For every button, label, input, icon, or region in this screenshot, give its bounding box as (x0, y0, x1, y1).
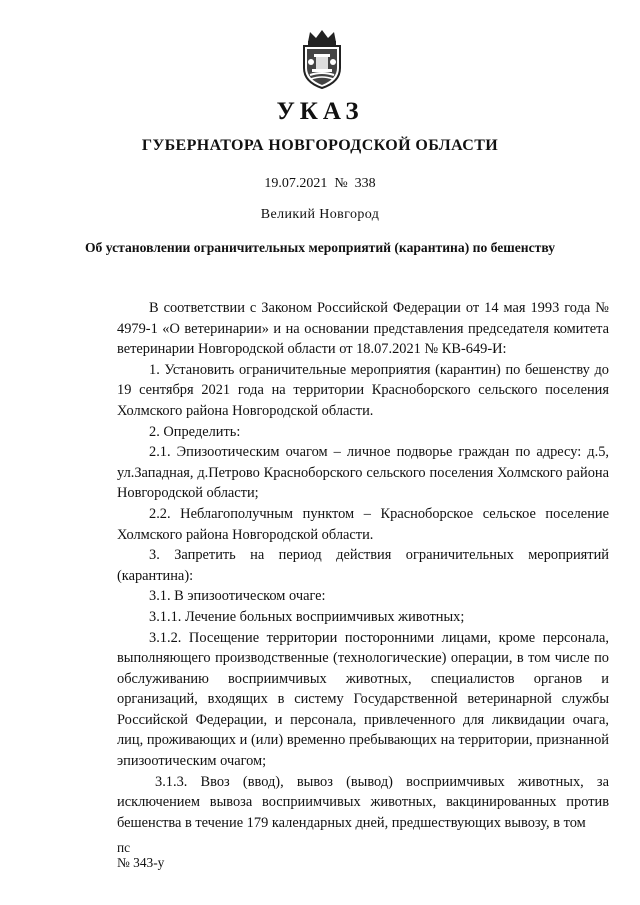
footer-reg-number: № 343-у (117, 855, 165, 870)
preamble-paragraph: В соответствии с Законом Российской Федерации от 14 мая 1993 года № 4979-1 «О ветеринарии» и на основании представления председателя комитета ветеринарии Новгородской области от 18.07.2021 № КВ-649-И: (117, 300, 609, 358)
decree-number: 338 (354, 176, 376, 191)
coat-of-arms-icon (296, 28, 348, 90)
clause-3-1-3: 3.1.3. Ввоз (ввод), вывоз (вывод) восприимчивых животных, за исключением вывоза восприимчивых животных, вакцинированных против бешенства в течение 179 календарных дней, предшествующих вывозу, в том (117, 773, 609, 831)
clause-3: 3. Запретить на период действия ограничительных мероприятий (карантина): (117, 547, 609, 584)
issuing-city: Великий Новгород (260, 207, 380, 222)
clause-3-1: 3.1. В эпизоотическом очаге: (149, 588, 326, 605)
footer-registration (117, 840, 164, 870)
issuing-authority: ГУБЕРНАТОРА НОВГОРОДСКОЙ ОБЛАСТИ (141, 137, 499, 154)
clause-2: 2. Определить: (149, 423, 241, 440)
decree-subject: Об установлении ограничительных мероприятий (карантина) по бешенству (84, 240, 556, 255)
clause-1: 1. Установить ограничительные мероприятия (карантин) по бешенству до 19 сентября 2021 года на территории Красноборского сельского поселения Холмского района Новгородской области. (117, 361, 609, 419)
decree-body (117, 298, 609, 833)
clause-2-1: 2.1. Эпизоотическим очагом – личное подворье граждан по адресу: д.5, ул.Западная, д.Петрово Красноборского сельского поселения Холмского района Новгородской области; (117, 444, 609, 502)
clause-3-1-2: 3.1.2. Посещение территории посторонними лицами, кроме персонала, выполняющего производственные (технологические) операции, в том числе по обслуживанию восприимчивых животных, специалистов органов и организаций, входящих в систему Государственной ветеринарной службы Российской Федерации, и персонала, привлеченного для ликвидации очага, лиц, проживающих и (или) временно пребывающих на территории, признанной эпизоотическим очагом; (117, 629, 609, 770)
clause-3-1-1: 3.1.1. Лечение больных восприимчивых животных; (149, 608, 465, 625)
decree-date: 19.07.2021 (264, 176, 328, 191)
footer-mark: пс (117, 840, 131, 855)
clause-2-2: 2.2. Неблагополучным пунктом – Красноборское сельское поселение Холмского района Новгородской области. (117, 505, 609, 543)
date-number-line (0, 176, 640, 192)
document-title: УКАЗ (276, 98, 364, 125)
number-sign: № (334, 176, 348, 191)
